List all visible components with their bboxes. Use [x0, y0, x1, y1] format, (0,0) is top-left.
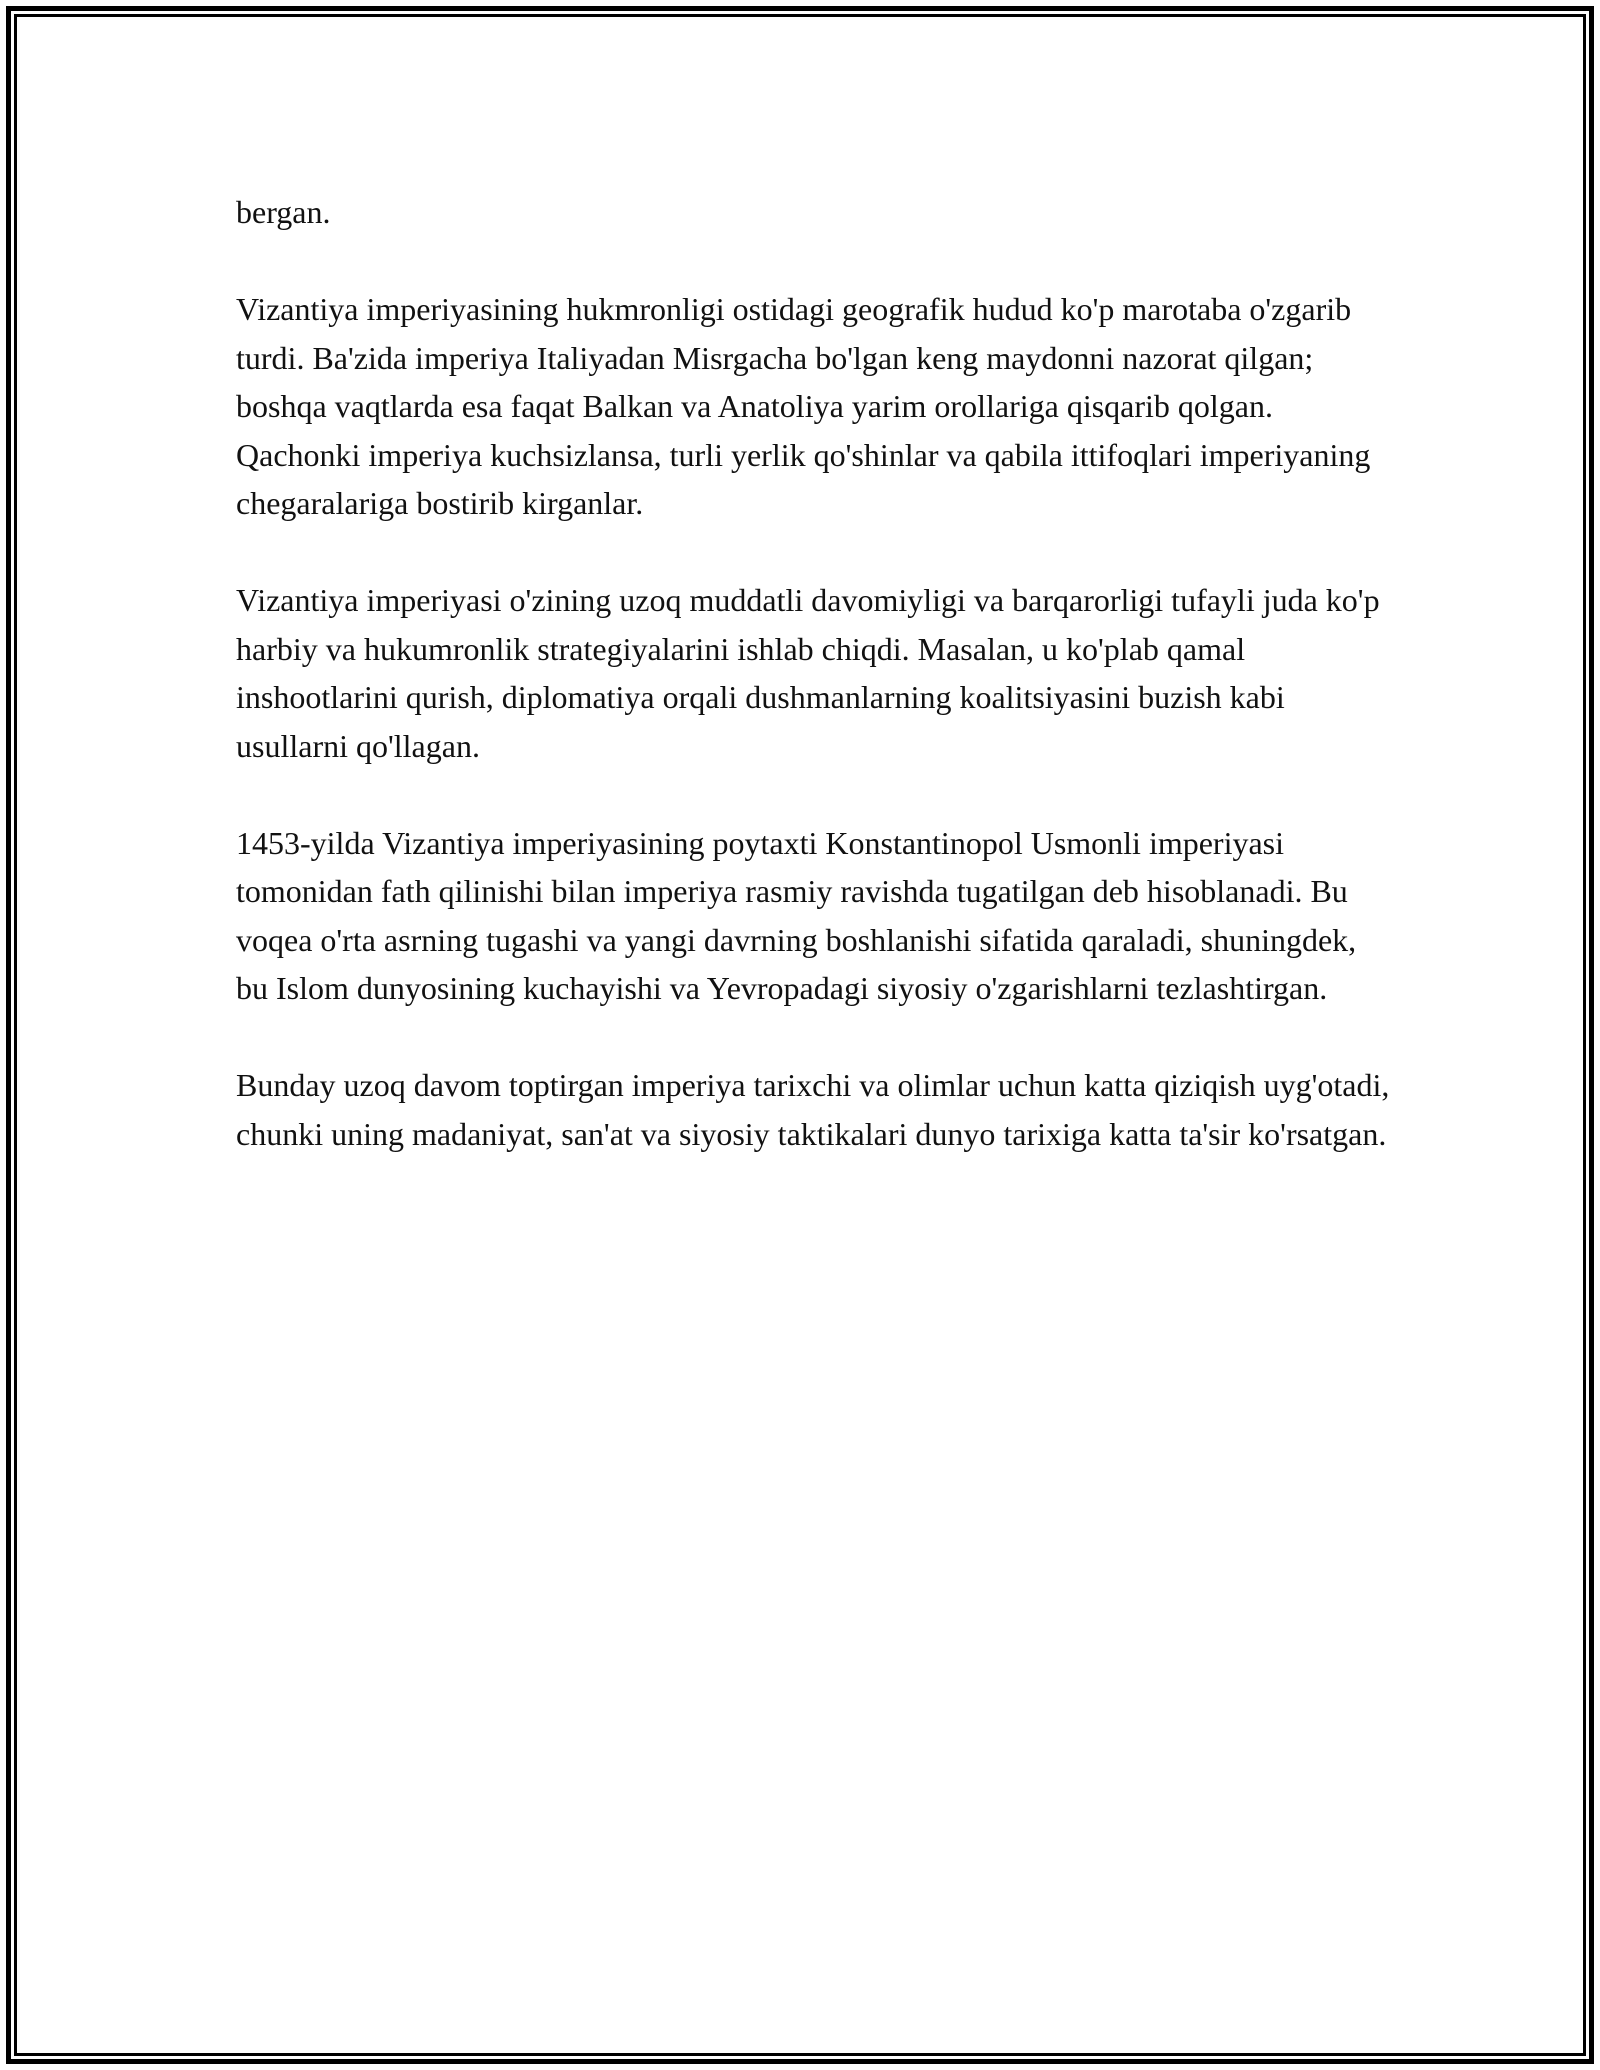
paragraph-historical-interest: Bunday uzoq davom toptirgan imperiya tarixchi va olimlar uchun katta qiziqish uyg'otadi, chunki uning madaniyat, san'at va siyosiy taktikalari dunyo tarixiga katta ta'sir ko'rsatgan. — [236, 1067, 1390, 1152]
paragraph-military-strategies: Vizantiya imperiyasi o'zining uzoq muddatli davomiyligi va barqarorligi tufayli juda ko'p harbiy va hukumronlik strategiyalarini ishlab chiqdi. Masalan, u ko'plab qamal inshootlarini qurish, diplomatiya orqali dushmanlarning koalitsiyasini buzish kabi usullarni qo'llagan. — [236, 582, 1380, 764]
paragraph-geographic-territory: Vizantiya imperiyasining hukmronligi ostidagi geografik hudud ko'p marotaba o'zgarib turdi. Ba'zida imperiya Italiyadan Misrgacha bo'lgan keng maydonni nazorat qilgan; boshqa vaqtlarda esa faqat Balkan va Anatoliya yarim orollariga qisqarib qolgan. Qachonki imperiya kuchsizlansa, turli yerlik qo'shinlar va qabila ittifoqlari imperiyaning chegaralariga bostirib kirganlar. — [236, 291, 1371, 521]
paragraph-continuation: bergan. — [236, 194, 331, 230]
paragraph-fall-of-constantinople: 1453-yilda Vizantiya imperiyasining poytaxti Konstantinopol Usmonli imperiyasi tomonidan fath qilinishi bilan imperiya rasmiy ravishda tugatilgan deb hisoblanadi. Bu voqea o'rta asrning tugashi va yangi davrning boshlanishi sifatida qaraladi, shuningdek, bu Islom dunyosining kuchayishi va Yevropadagi siyosiy o'zgarishlarni tezlashtirgan. — [236, 824, 1357, 1006]
document-body — [236, 188, 1396, 1207]
